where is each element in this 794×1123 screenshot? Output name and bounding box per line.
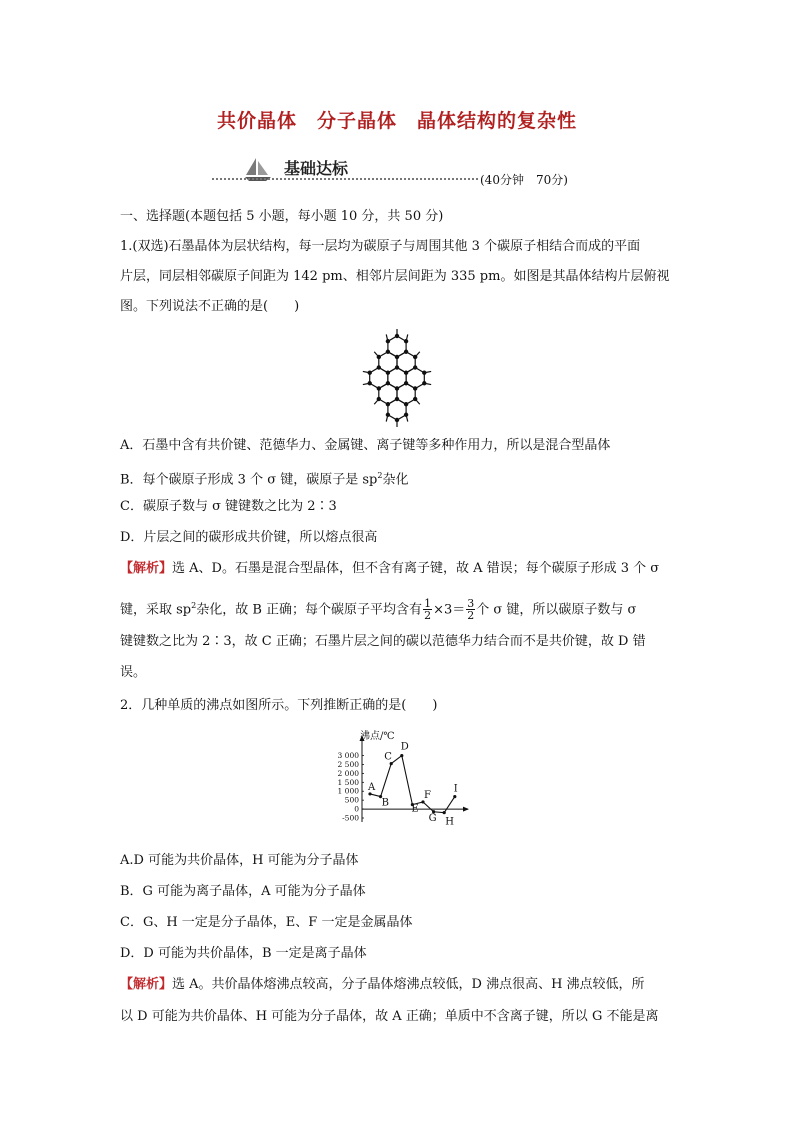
carbon-atom <box>395 397 398 400</box>
carbon-atom <box>386 382 389 385</box>
section-banner <box>212 150 612 190</box>
dangling-bond <box>374 352 379 357</box>
point-label: H <box>445 816 454 828</box>
fraction-three-half: $\frac{3}{2}$ <box>467 597 475 623</box>
page-title: 共价晶体 分子晶体 晶体结构的复杂性 <box>216 110 577 132</box>
carbon-atom <box>414 387 417 390</box>
q2-option-c: C．G、H 一定是分子晶体，E、F 一定是金属晶体 <box>120 915 413 930</box>
hexagon-ring <box>388 399 406 420</box>
q1-option-b: B．每个碳原子形成 3 个 σ 键，碳原子是 $sp^2$杂化 <box>120 471 409 488</box>
carbon-atom <box>395 366 398 369</box>
section-label: 基础达标 <box>284 159 349 178</box>
dotted-rule <box>212 178 478 180</box>
q1-option-c: C．碳原子数与 σ 键键数之比为 2∶3 <box>120 499 337 514</box>
q2-option-a: A.D 可能为共价晶体，H 可能为分子晶体 <box>120 853 359 868</box>
carbon-atom <box>414 366 417 369</box>
carbon-atom <box>404 403 407 406</box>
q1-option-a: A．石墨中含有共价键、范德华力、金属键、离子键等多种作用力，所以是混合型晶体 <box>120 438 611 453</box>
fraction-one-half: $\frac{1}{2}$ <box>424 597 432 623</box>
q1-option-d: D．片层之间的碳形成共价键，所以熔点很高 <box>120 530 378 545</box>
q1-analysis-3: 键键数之比为 2∶3，故 C 正确；石墨片层之间的碳以范德华力结合而不是共价键，故 D 错 <box>120 634 646 649</box>
y-tick-label: 2 000 <box>337 768 359 778</box>
q2-option-b: B．G 可能为离子晶体，A 可能为分子晶体 <box>120 884 366 899</box>
y-tick-label: -500 <box>342 813 359 823</box>
analysis-tag: 【解析】 <box>120 561 173 576</box>
q1-analysis-4: 误。 <box>120 665 147 680</box>
dangling-bond <box>374 399 379 404</box>
q2-option-d: D．D 可能为共价晶体，B 一定是离子晶体 <box>120 946 367 961</box>
x-axis-arrow <box>463 807 469 812</box>
q1-analysis-2: 键，采取 $sp^2$杂化，故 B 正确；每个碳原子平均含有 $\frac{1}{2}$ ×3＝ $\frac{3}{2}$ 个 σ 键，所以碳原子数与 σ <box>120 597 637 623</box>
carbon-atom <box>386 371 389 374</box>
point-label: E <box>411 803 419 815</box>
point-label: C <box>384 751 392 763</box>
data-point <box>453 795 456 798</box>
y-axis-label: 沸点/℃ <box>360 731 395 742</box>
boiling-point-chart <box>330 726 470 831</box>
point-label: F <box>424 789 431 801</box>
carbon-atom <box>377 366 380 369</box>
data-point <box>400 754 403 757</box>
analysis-tag: 【解析】 <box>120 977 173 992</box>
carbon-atom <box>404 382 407 385</box>
carbon-atom <box>377 387 380 390</box>
section-time: (40分钟 70分) <box>480 173 568 187</box>
data-point <box>443 811 446 814</box>
y-tick-label: 2 500 <box>337 759 359 769</box>
point-label: D <box>400 741 409 753</box>
q1-stem-2: 片层，同层相邻碳原子间距为 142 pm、相邻片层间距为 335 pm。如图是其晶体结构片层俯视 <box>120 269 670 284</box>
y-tick-label: 3 000 <box>337 751 359 761</box>
carbon-atom <box>395 387 398 390</box>
carbon-atom <box>404 371 407 374</box>
dangling-bond <box>415 399 420 404</box>
y-tick-label: 1 000 <box>337 786 359 796</box>
y-tick-label: 1 500 <box>337 777 359 787</box>
q1-stem-3: 图。下列说法不正确的是( ) <box>120 299 300 314</box>
y-tick-label: 0 <box>354 804 359 814</box>
graphite-layer-figure <box>347 328 447 428</box>
q2-analysis-2: 以 D 可能为共价晶体、H 可能为分子晶体，故 A 正确；单质中不含离子键，所以 G 不能是离 <box>120 1009 659 1024</box>
part-heading: 一、选择题(本题包括 5 小题，每小题 10 分，共 50 分) <box>120 209 444 224</box>
point-label: B <box>381 797 389 809</box>
point-label: I <box>453 783 458 795</box>
q2-analysis-1: 【解析】选 A。共价晶体熔沸点较高，分子晶体熔沸点较低，D 沸点很高、H 沸点较低，所 <box>120 977 645 992</box>
dangling-bond <box>415 352 420 357</box>
q2-stem: 2．几种单质的沸点如图所示。下列推断正确的是( ) <box>120 698 438 713</box>
y-tick-label: 500 <box>344 795 359 805</box>
point-label: G <box>428 812 437 824</box>
carbon-atom <box>386 403 389 406</box>
carbon-atom <box>386 350 389 353</box>
carbon-atom <box>404 350 407 353</box>
q1-stem-1: 1.(双选)石墨晶体为层状结构，每一层均为碳原子与周围其他 3 个碳原子相结合而成的平面 <box>120 239 641 254</box>
q1-analysis-1: 【解析】选 A、D。石墨是混合型晶体，但不含有离子键，故 A 错误；每个碳原子形成 3 个 σ <box>120 561 660 576</box>
hexagon-ring <box>388 336 406 357</box>
point-label: A <box>368 781 376 793</box>
carbon-atom <box>395 355 398 358</box>
